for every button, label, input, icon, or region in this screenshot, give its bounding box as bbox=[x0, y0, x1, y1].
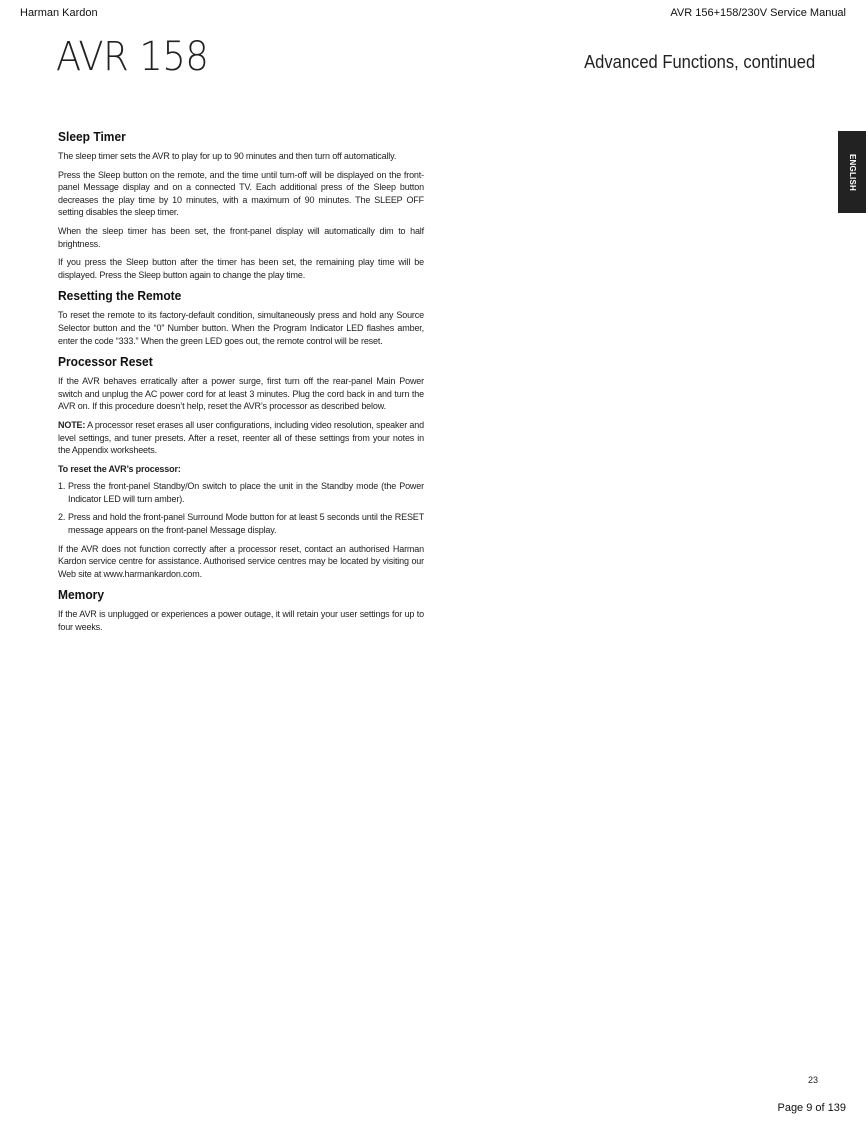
model-title: AVR 158 bbox=[56, 34, 209, 80]
heading-resetting-remote: Resetting the Remote bbox=[58, 289, 182, 304]
header-brand: Harman Kardon bbox=[20, 7, 98, 19]
list-item bbox=[58, 511, 424, 536]
section-title: Advanced Functions, continued bbox=[583, 52, 815, 72]
list-item-number: 1. bbox=[58, 481, 66, 492]
note-label: NOTE: bbox=[58, 419, 86, 430]
content-column bbox=[58, 130, 424, 640]
list-item-text: Press the front-panel Standby/On switch to place the unit in the Standby mode (the Power Indicator LED will turn amber). bbox=[68, 481, 424, 504]
note-paragraph bbox=[58, 419, 424, 457]
note-text: A processor reset erases all user configurations, including video resolution, speaker and level settings, and tuner presets. After a reset, reenter all of these settings from your notes in the Appendix worksheets. bbox=[58, 419, 424, 456]
paragraph: If the AVR behaves erratically after a power surge, first turn off the rear-panel Main Power switch and unplug the AC power cord for at least 3 minutes. Plug the cord back in and turn the AVR on. If this procedure doesn’t help, reset the AVR’s processor as described below. bbox=[58, 376, 424, 412]
header-manual-title: AVR 156+158/230V Service Manual bbox=[670, 7, 846, 19]
steps-heading: To reset the AVR’s processor: bbox=[58, 463, 181, 474]
paragraph: If you press the Sleep button after the timer has been set, the remaining play time will be displayed. Press the Sleep button again to change the play time. bbox=[58, 257, 424, 280]
paragraph: The sleep timer sets the AVR to play for up to 90 minutes and then turn off automatically. bbox=[58, 151, 397, 161]
list-item-text: Press and hold the front-panel Surround Mode button for at least 5 seconds until the RESET message appears on the front-panel Message display. bbox=[68, 512, 424, 536]
list-item-number: 2. bbox=[58, 512, 66, 523]
paragraph: If the AVR does not function correctly after a processor reset, contact an authorised Harman Kardon service centre for assistance. Authorised service centres may be located by visiting our Web site at www.harmankardon.com. bbox=[58, 543, 424, 579]
language-tab-label: ENGLISH bbox=[847, 153, 857, 191]
heading-processor-reset: Processor Reset bbox=[58, 355, 153, 370]
paragraph: If the AVR is unplugged or experiences a power outage, it will retain your user settings for up to four weeks. bbox=[58, 609, 424, 633]
paragraph: When the sleep timer has been set, the front-panel display will automatically dim to half brightness. bbox=[58, 225, 424, 249]
page-count: Page 9 of 139 bbox=[777, 1102, 846, 1114]
paragraph: To reset the remote to its factory-default condition, simultaneously press and hold any Source Selector button and the “0” Number button. When the Program Indicator LED flashes amber, enter the code “333.” When the green LED goes out, the remote control will be reset. bbox=[58, 310, 424, 346]
list-item bbox=[58, 480, 424, 505]
page-number: 23 bbox=[808, 1075, 819, 1085]
heading-memory: Memory bbox=[58, 588, 105, 603]
paragraph: Press the Sleep button on the remote, and the time until turn-off will be displayed on the front-panel Message display and on a connected TV. Each additional press of the Sleep button decreases the play time by 10 minutes, with a maximum of 90 minutes. The SLEEP OFF setting disables the sleep timer. bbox=[58, 169, 424, 218]
heading-sleep-timer: Sleep Timer bbox=[58, 130, 126, 144]
language-tab bbox=[838, 131, 866, 213]
